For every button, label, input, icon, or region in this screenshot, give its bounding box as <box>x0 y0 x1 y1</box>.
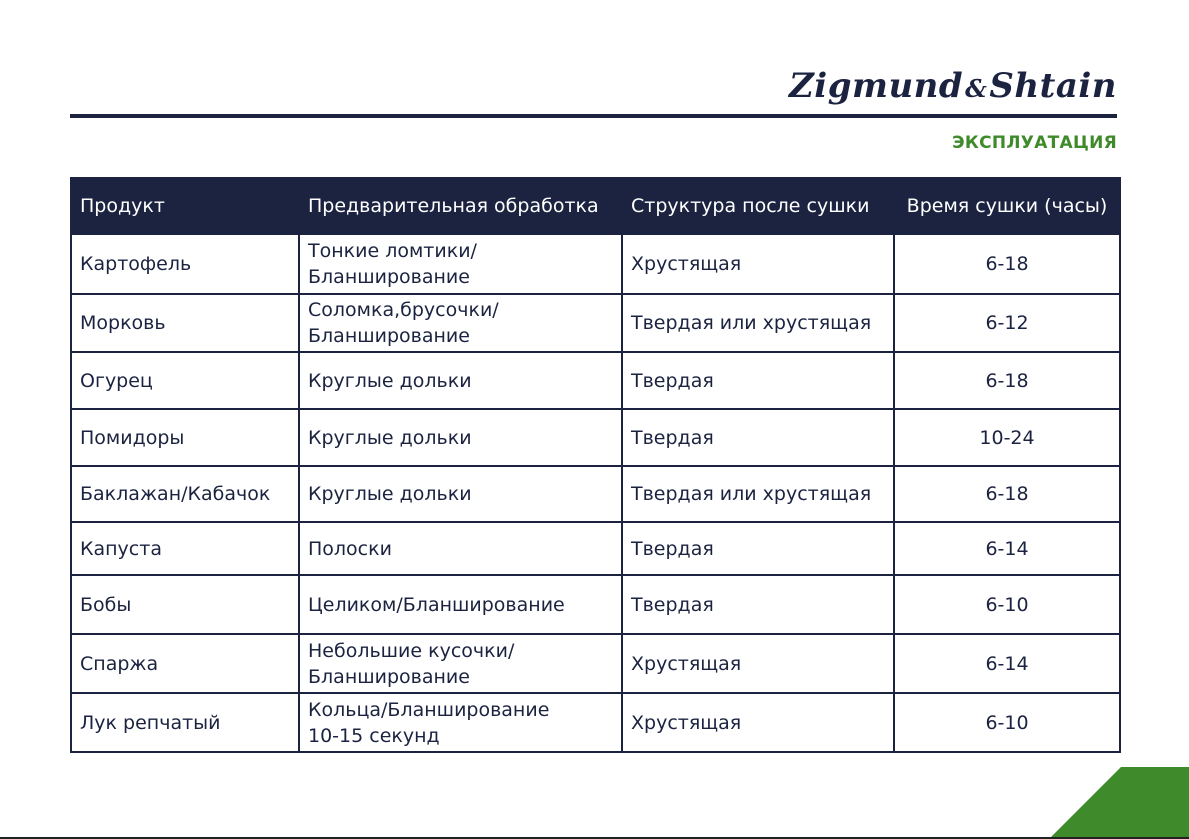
brand-logo <box>789 66 1117 106</box>
table-row <box>71 352 1120 409</box>
header-drying-time: Время сушки (часы) <box>894 178 1120 234</box>
header-divider <box>70 114 1117 118</box>
cell-preparation <box>299 294 622 352</box>
cell-preparation <box>299 522 622 575</box>
cell-structure: Хрустящая <box>622 693 894 752</box>
cell-structure: Хрустящая <box>622 234 894 294</box>
prep-line-2: Бланширование <box>308 665 470 688</box>
cell-product: Капуста <box>71 522 299 575</box>
cell-time: 10-24 <box>894 409 1120 466</box>
table-row <box>71 575 1120 634</box>
prep-line-1: Тонкие ломтики/ <box>308 240 477 262</box>
cell-product: Баклажан/Кабачок <box>71 466 299 522</box>
table-row <box>71 693 1120 752</box>
cell-time: 6-14 <box>894 522 1120 575</box>
section-title: ЭКСПЛУАТАЦИЯ <box>952 133 1117 153</box>
cell-structure: Твердая <box>622 352 894 409</box>
cell-preparation <box>299 575 622 634</box>
cell-time: 6-12 <box>894 294 1120 352</box>
prep-line-2: Бланширование <box>308 266 470 288</box>
cell-preparation <box>299 466 622 522</box>
prep-line-1: Соломка,брусочки/ <box>308 299 499 321</box>
prep-line-1: Круглые дольки <box>308 369 472 392</box>
brand-name-part2: Shtain <box>989 66 1117 106</box>
brand-name-part1: Zigmund <box>788 66 964 106</box>
prep-line-2: Бланширование <box>308 325 470 347</box>
cell-structure: Твердая <box>622 575 894 634</box>
cell-structure: Твердая или хрустящая <box>622 294 894 352</box>
drying-table <box>70 177 1121 753</box>
table-header-row <box>71 178 1120 234</box>
table-row <box>71 409 1120 466</box>
cell-time: 6-10 <box>894 693 1120 752</box>
cell-time: 6-10 <box>894 575 1120 634</box>
cell-product: Картофель <box>71 234 299 294</box>
cell-product: Морковь <box>71 294 299 352</box>
cell-time: 6-18 <box>894 234 1120 294</box>
prep-line-1: Круглые дольки <box>308 426 472 449</box>
prep-line-1: Кольца/Бланширование <box>308 698 550 721</box>
cell-structure: Твердая или хрустящая <box>622 466 894 522</box>
cell-preparation <box>299 634 622 693</box>
header-structure: Структура после сушки <box>622 178 894 234</box>
cell-preparation <box>299 693 622 752</box>
cell-time: 6-14 <box>894 634 1120 693</box>
table-row <box>71 234 1120 294</box>
cell-time: 6-18 <box>894 466 1120 522</box>
cell-preparation <box>299 234 622 294</box>
cell-time: 6-18 <box>894 352 1120 409</box>
cell-product: Спаржа <box>71 634 299 693</box>
prep-line-2: 10-15 секунд <box>308 724 440 747</box>
cell-structure: Твердая <box>622 409 894 466</box>
cell-preparation <box>299 352 622 409</box>
corner-decoration <box>1049 767 1189 839</box>
prep-line-1: Небольшие кусочки/ <box>308 639 515 662</box>
header-product: Продукт <box>71 178 299 234</box>
brand-ampersand: & <box>965 74 988 103</box>
prep-line-1: Полоски <box>308 537 392 560</box>
cell-preparation <box>299 409 622 466</box>
cell-structure: Твердая <box>622 522 894 575</box>
header-preparation: Предварительная обработка <box>299 178 622 234</box>
cell-product: Лук репчатый <box>71 693 299 752</box>
table-row <box>71 634 1120 693</box>
cell-product: Бобы <box>71 575 299 634</box>
table-row <box>71 522 1120 575</box>
cell-structure: Хрустящая <box>622 634 894 693</box>
cell-product: Помидоры <box>71 409 299 466</box>
prep-line-1: Круглые дольки <box>308 483 472 505</box>
table-row <box>71 466 1120 522</box>
table-row <box>71 294 1120 352</box>
cell-product: Огурец <box>71 352 299 409</box>
prep-line-1: Целиком/Бланширование <box>308 593 565 616</box>
